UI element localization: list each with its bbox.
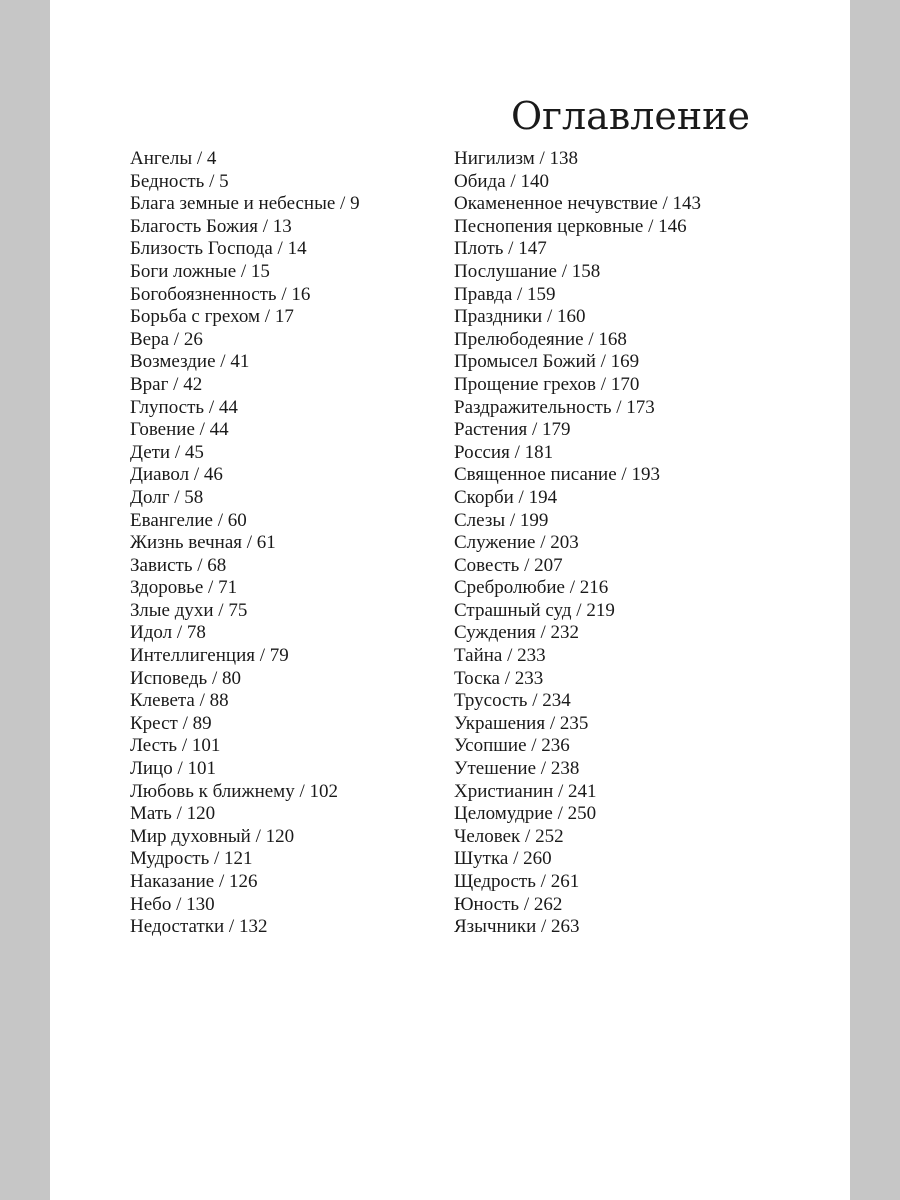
toc-entry-separator: / [189, 464, 204, 486]
toc-entry-separator: / [224, 916, 239, 938]
toc-entry-page-number: 233 [514, 667, 544, 689]
toc-entry-page-number: 203 [550, 532, 579, 554]
toc-entry [130, 577, 360, 600]
toc-entry-page-number: 79 [269, 645, 289, 667]
toc-entry-topic: Растения [454, 419, 528, 441]
toc-entry-separator: / [258, 215, 273, 237]
toc-entry-separator: / [534, 148, 550, 169]
toc-entry-separator: / [192, 148, 207, 169]
toc-entry [454, 600, 701, 623]
toc-entry-page-number: 138 [549, 148, 579, 169]
toc-entry-page-number: 61 [256, 532, 276, 554]
toc-entry-separator: / [553, 780, 569, 802]
toc-entry-separator: / [535, 622, 551, 644]
toc-entry-topic: Священное писание [454, 464, 617, 486]
toc-entry-page-number: 102 [309, 780, 338, 802]
toc-entry-topic: Страшный суд [454, 599, 572, 621]
toc-entry-separator: / [502, 645, 518, 667]
toc-entry-topic: Лесть [130, 735, 178, 757]
toc-entry [454, 758, 701, 781]
toc-entry-page-number: 101 [187, 758, 217, 780]
toc-entry-page-number: 233 [517, 645, 546, 667]
toc-entry [454, 351, 701, 374]
toc-entry-page-number: 194 [528, 486, 558, 508]
toc-entry-page-number: 26 [183, 328, 203, 350]
toc-entry-page-number: 45 [184, 441, 204, 463]
toc-entry-separator: / [213, 599, 229, 621]
toc-entry-topic: Язычники [454, 916, 537, 938]
toc-entry-topic: Борьба с грехом [130, 306, 261, 328]
toc-entry-page-number: 132 [238, 916, 268, 938]
toc-entry [454, 894, 701, 917]
toc-entry-separator: / [171, 803, 187, 825]
toc-entry-topic: Утешение [454, 758, 537, 780]
toc-entry-topic: Правда [454, 283, 513, 305]
toc-entry-separator: / [583, 328, 599, 350]
toc-entry [454, 171, 701, 194]
toc-entry-separator: / [203, 577, 219, 599]
toc-entry-page-number: 207 [534, 554, 563, 576]
toc-entry-topic: Песнопения церковные [454, 215, 644, 237]
toc-entry-separator: / [527, 419, 543, 441]
toc-entry-topic: Плоть [454, 238, 504, 260]
toc-entry-separator: / [643, 215, 659, 237]
toc-entry-separator: / [213, 509, 228, 531]
toc-entry-separator: / [536, 916, 552, 938]
toc-entry [454, 555, 701, 578]
toc-entry [130, 216, 360, 239]
toc-entry-separator: / [236, 260, 251, 282]
toc-entry-page-number: 241 [568, 780, 597, 802]
toc-entry-topic: Мать [130, 803, 172, 825]
toc-entry [130, 690, 360, 713]
toc-entry [130, 781, 360, 804]
toc-entry-page-number: 159 [527, 283, 556, 305]
toc-entry-separator: / [520, 825, 536, 847]
toc-entry-page-number: 238 [550, 758, 580, 780]
toc-entry-separator: / [171, 893, 187, 915]
toc-entry-page-number: 71 [218, 577, 238, 599]
toc-entry-separator: / [616, 464, 632, 486]
toc-entry-page-number: 262 [533, 893, 563, 915]
toc-entry-topic: Тоска [454, 667, 500, 689]
toc-entry [130, 826, 360, 849]
toc-entry-page-number: 130 [186, 893, 215, 915]
toc-entry-topic: Скорби [454, 486, 514, 508]
toc-entry-topic: Усопшие [454, 735, 527, 757]
toc-entry-separator: / [571, 599, 587, 621]
toc-entry-page-number: 5 [219, 170, 229, 192]
toc-entry-topic: Диавол [130, 464, 190, 486]
toc-entry [454, 238, 701, 261]
toc-entry-topic: Мудрость [130, 848, 210, 870]
toc-entry [130, 532, 360, 555]
toc-entry-page-number: 126 [229, 871, 258, 892]
toc-entry-page-number: 120 [186, 803, 216, 825]
toc-entry-separator: / [260, 306, 275, 328]
toc-entry [130, 713, 360, 736]
toc-entry-page-number: 46 [203, 464, 223, 486]
toc-entry-page-number: 15 [250, 260, 270, 282]
toc-entry-separator: / [242, 532, 257, 554]
toc-entry [130, 238, 360, 261]
toc-entry-separator: / [505, 170, 521, 192]
toc-entry-separator: / [276, 283, 292, 305]
toc-entry-page-number: 17 [274, 306, 294, 328]
toc-entry [454, 622, 701, 645]
toc-entry-separator: / [204, 396, 219, 418]
toc-entry [130, 284, 360, 307]
toc-entry-topic: Глупость [130, 396, 205, 418]
toc-entry-page-number: 181 [524, 441, 554, 463]
toc-entry-page-number: 160 [557, 306, 586, 328]
toc-entry-page-number: 168 [598, 328, 627, 350]
toc-entry [130, 622, 360, 645]
toc-entry-page-number: 58 [184, 486, 204, 508]
toc-entry-separator: / [564, 577, 580, 599]
toc-entry-separator: / [499, 667, 515, 689]
toc-entry [130, 442, 360, 465]
toc-entry [454, 487, 701, 510]
toc-entry-page-number: 173 [626, 396, 655, 418]
toc-entry [130, 487, 360, 510]
toc-entry-separator: / [192, 554, 208, 576]
toc-entry-separator: / [509, 441, 525, 463]
toc-entry [130, 668, 360, 691]
toc-entry-separator: / [542, 306, 557, 328]
toc-entry [130, 600, 360, 623]
toc-entry-separator: / [556, 260, 572, 282]
toc-entry [454, 193, 701, 216]
toc-entry-page-number: 60 [227, 509, 247, 531]
toc-entry-page-number: 101 [191, 735, 221, 757]
toc-entry-topic: Мир духовный [130, 825, 251, 847]
toc-entry [454, 577, 701, 600]
toc-entry-topic: Близость Господа [130, 238, 273, 260]
toc-entry [130, 419, 360, 442]
toc-entry [454, 284, 701, 307]
toc-entry-topic: Возмездие [130, 351, 216, 373]
toc-entry-page-number: 44 [209, 419, 229, 441]
toc-entry [454, 916, 701, 939]
toc-entry [130, 645, 360, 668]
toc-entry-topic: Праздники [454, 306, 543, 328]
toc-entry [130, 555, 360, 578]
toc-entry-page-number: 158 [571, 260, 601, 282]
toc-entry-topic: Сребролюбие [454, 577, 565, 599]
toc-entry-topic: Лицо [130, 758, 173, 780]
toc-entry-topic: Христианин [454, 780, 554, 802]
toc-entry-topic: Любовь к ближнему [130, 780, 295, 802]
toc-entry-page-number: 250 [567, 803, 597, 825]
toc-entry [454, 306, 701, 329]
toc-entry-separator: / [169, 486, 185, 508]
toc-entry [454, 374, 701, 397]
toc-entry [130, 510, 360, 533]
toc-entry [130, 397, 360, 420]
toc-entry-topic: Бедность [130, 170, 205, 192]
toc-entry-page-number: 78 [186, 622, 206, 644]
toc-entry-separator: / [512, 283, 528, 305]
toc-entry-topic: Интеллигенция [130, 645, 255, 667]
toc-entry-page-number: 260 [523, 848, 552, 870]
toc-entry-page-number: 68 [207, 554, 227, 576]
toc-entry [454, 735, 701, 758]
toc-entry [130, 374, 360, 397]
toc-entry-topic: Трусость [454, 690, 528, 712]
toc-entry-topic: Здоровье [130, 577, 204, 599]
toc-entry-separator: / [169, 328, 184, 350]
toc-column-left [130, 148, 360, 939]
toc-entry-separator: / [519, 893, 534, 915]
toc-entry-separator: / [519, 554, 535, 576]
toc-entry-separator: / [535, 871, 551, 892]
toc-entry-topic: Недостатки [130, 916, 225, 938]
toc-entry-topic: Небо [130, 893, 172, 915]
toc-entry-page-number: 219 [586, 599, 615, 621]
toc-entry-topic: Юность [454, 893, 520, 915]
toc-entry-page-number: 89 [192, 712, 212, 734]
toc-entry-topic: Совесть [454, 554, 520, 576]
toc-entry-page-number: 169 [610, 351, 640, 373]
toc-entry [130, 848, 360, 871]
toc-entry-page-number: 193 [631, 464, 660, 486]
toc-entry-topic: Раздражительность [454, 396, 612, 418]
toc-entry-separator: / [536, 758, 551, 780]
toc-entry-topic: Целомудрие [454, 803, 553, 825]
toc-entry-separator: / [503, 238, 519, 260]
toc-entry-page-number: 216 [579, 577, 609, 599]
toc-entry-topic: Человек [454, 825, 521, 847]
toc-entry-page-number: 199 [519, 509, 549, 531]
toc-entry-topic: Шутка [454, 848, 509, 870]
toc-entry-separator: / [657, 193, 673, 215]
toc-entry-separator: / [595, 351, 611, 373]
toc-entry [454, 442, 701, 465]
toc-column-right [454, 148, 701, 939]
toc-entry [130, 464, 360, 487]
toc-entry [454, 871, 701, 894]
toc-entry-topic: Послушание [454, 260, 557, 282]
toc-entry [454, 848, 701, 871]
toc-entry-topic: Прощение грехов [454, 373, 597, 395]
toc-entry [454, 645, 701, 668]
toc-entry-page-number: 235 [559, 712, 589, 734]
toc-entry [130, 758, 360, 781]
document-page [50, 0, 850, 1200]
toc-entry-page-number: 234 [542, 690, 571, 712]
toc-entry [454, 532, 701, 555]
toc-entry [130, 171, 360, 194]
toc-entry [454, 826, 701, 849]
toc-entry-page-number: 236 [541, 735, 570, 757]
toc-entry [454, 803, 701, 826]
toc-entry-separator: / [545, 712, 560, 734]
toc-entry [130, 894, 360, 917]
toc-entry-page-number: 80 [221, 667, 241, 689]
toc-entry [454, 329, 701, 352]
toc-entry-separator: / [272, 238, 288, 260]
toc-entry-separator: / [513, 486, 529, 508]
toc-entry [454, 713, 701, 736]
toc-entry [130, 306, 360, 329]
toc-entry [454, 148, 701, 171]
toc-entry [130, 193, 360, 216]
toc-entry-page-number: 179 [542, 419, 571, 441]
toc-entry-topic: Тайна [454, 645, 503, 667]
toc-entry-separator: / [335, 193, 351, 215]
toc-entry-separator: / [209, 848, 225, 870]
toc-entry-topic: Дети [130, 441, 171, 463]
toc-entry [130, 871, 360, 894]
toc-entry-separator: / [508, 848, 524, 870]
toc-entry-page-number: 121 [224, 848, 253, 870]
toc-entry-topic: Ангелы [130, 148, 193, 169]
toc-entry-page-number: 147 [518, 238, 547, 260]
toc-entry-topic: Евангелие [130, 509, 213, 531]
toc-entry-topic: Боги ложные [130, 260, 237, 282]
toc-entry-separator: / [177, 712, 193, 734]
toc-entry-separator: / [505, 509, 520, 531]
toc-entry-separator: / [611, 396, 627, 418]
toc-entry [130, 351, 360, 374]
toc-entry-page-number: 13 [272, 215, 292, 237]
toc-entry-topic: Клевета [130, 690, 195, 712]
toc-entry-separator: / [214, 871, 230, 892]
toc-entry-topic: Нигилизм [454, 148, 535, 169]
toc-entry-page-number: 16 [291, 283, 311, 305]
toc-entry-page-number: 14 [287, 238, 307, 260]
toc-entry-page-number: 9 [350, 193, 360, 215]
toc-entry-topic: Щедрость [454, 871, 536, 892]
toc-entry-separator: / [535, 532, 551, 554]
toc-entry-topic: Идол [130, 622, 173, 644]
toc-entry [454, 781, 701, 804]
toc-entry [130, 261, 360, 284]
toc-entry-separator: / [194, 690, 210, 712]
toc-entry-separator: / [526, 735, 542, 757]
page-title: Оглавление [510, 94, 750, 138]
toc-entry-topic: Вера [130, 328, 170, 350]
toc-entry-topic: Наказание [130, 871, 215, 892]
toc-entry-page-number: 4 [206, 148, 217, 169]
toc-entry-page-number: 232 [550, 622, 580, 644]
toc-entry-page-number: 120 [265, 825, 295, 847]
toc-entry-separator: / [204, 170, 220, 192]
toc-entry-page-number: 42 [183, 373, 203, 395]
toc-entry [130, 916, 360, 939]
toc-entry-page-number: 88 [209, 690, 229, 712]
toc-entry-page-number: 140 [520, 170, 549, 192]
toc-entry-separator: / [215, 351, 231, 373]
toc-entry-topic: Блага земные и небесные [130, 193, 336, 215]
toc-entry-topic: Слезы [454, 509, 506, 531]
toc-entry [130, 329, 360, 352]
toc-entry-page-number: 263 [551, 916, 580, 938]
toc-entry-topic: Благость Божия [130, 215, 258, 237]
toc-entry-separator: / [250, 825, 266, 847]
toc-entry-topic: Обида [454, 170, 506, 192]
toc-entry [454, 510, 701, 533]
toc-entry-separator: / [177, 735, 192, 757]
toc-entry-separator: / [168, 373, 184, 395]
toc-entry-separator: / [194, 419, 210, 441]
toc-entry [130, 735, 360, 758]
toc-entry [454, 261, 701, 284]
toc-entry-topic: Служение [454, 532, 536, 554]
toc-entry-topic: Говение [130, 419, 195, 441]
toc-entry-topic: Крест [130, 712, 178, 734]
toc-entry-separator: / [294, 780, 310, 802]
toc-entry-topic: Украшения [454, 712, 546, 734]
toc-entry [130, 803, 360, 826]
toc-entry-separator: / [527, 690, 543, 712]
toc-entry-page-number: 252 [535, 825, 564, 847]
toc-entry-page-number: 75 [228, 599, 248, 621]
toc-entry-topic: Суждения [454, 622, 536, 644]
toc-entry-topic: Прелюбодеяние [454, 328, 584, 350]
toc-entry-page-number: 44 [218, 396, 238, 418]
toc-entry-separator: / [170, 441, 185, 463]
toc-entry-topic: Богобоязненность [130, 283, 277, 305]
toc-entry-topic: Долг [130, 486, 170, 508]
toc-entry-topic: Окамененное нечувствие [454, 193, 658, 215]
toc-entry [454, 419, 701, 442]
toc-entry-page-number: 261 [550, 871, 580, 892]
toc-entry [454, 216, 701, 239]
toc-entry-topic: Враг [130, 373, 169, 395]
toc-entry [454, 668, 701, 691]
toc-entry-page-number: 146 [658, 215, 687, 237]
toc-entry-topic: Зависть [130, 554, 193, 576]
toc-entry-separator: / [172, 622, 187, 644]
toc-entry-page-number: 143 [672, 193, 702, 215]
toc-entry-topic: Исповедь [130, 667, 208, 689]
toc-entry-page-number: 170 [610, 373, 640, 395]
toc-entry-topic: Промысел Божий [454, 351, 596, 373]
toc-entry [454, 464, 701, 487]
toc-entry-topic: Жизнь вечная [130, 532, 242, 554]
toc-entry-separator: / [552, 803, 568, 825]
toc-entry-separator: / [254, 645, 270, 667]
toc-entry [130, 148, 360, 171]
toc-entry-topic: Злые духи [130, 599, 214, 621]
toc-entry-topic: Россия [454, 441, 510, 463]
toc-entry [454, 690, 701, 713]
toc-entry-page-number: 41 [230, 351, 250, 373]
toc-entry-separator: / [207, 667, 222, 689]
toc-entry-separator: / [596, 373, 611, 395]
toc-entry [454, 397, 701, 420]
toc-entry-separator: / [172, 758, 188, 780]
